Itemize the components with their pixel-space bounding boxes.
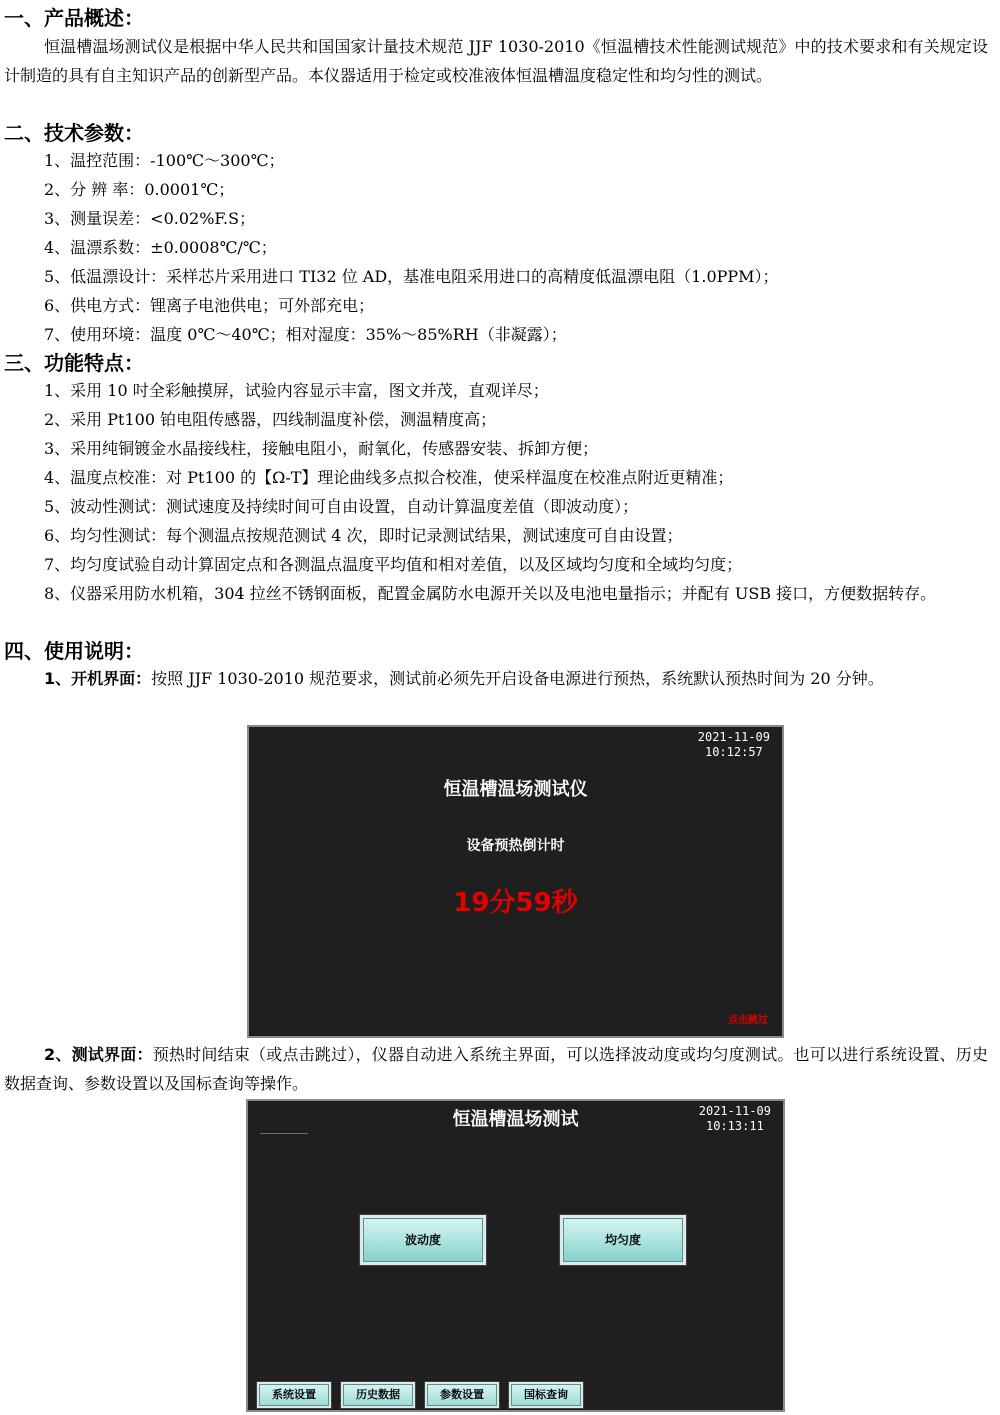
usage-paragraph-2 bbox=[4, 1040, 988, 1098]
date-text: 2021-11-09 bbox=[697, 730, 770, 744]
preheat-countdown: 19分59秒 bbox=[453, 888, 578, 918]
fluctuation-button[interactable]: 波动度 bbox=[360, 1215, 486, 1265]
section-2-heading: 二、技术参数： bbox=[4, 121, 144, 145]
feature-item-6: 6、均匀性测试：每个测温点按规范测试 4 次，即时记录测试结果，测试速度可自由设置； bbox=[44, 526, 683, 545]
main-test-screen bbox=[246, 1099, 785, 1412]
usage-text-2: 预热时间结束（或点击跳过），仪器自动进入系统主界面，可以选择波动度或均匀度测试。也可以进行系统设置、历史数据查询、参数设置以及国标查询等操作。 bbox=[4, 1045, 988, 1093]
usage-text-1: 按照 JJF 1030-2010 规范要求，测试前必须先开启设备电源进行预热，系统默认预热时间为 20 分钟。 bbox=[151, 669, 884, 688]
section-1-paragraph: 恒温槽温场测试仪是根据中华人民共和国国家计量技术规范 JJF 1030-2010《恒温槽技术性能测试规范》中的技术要求和有关规定设计制造的具有自主知识产品的创新型产品。本仪器适用于检定或校准液体恒温槽温度稳定性和均匀性的测试。 bbox=[4, 37, 988, 85]
section-4-heading: 四、使用说明： bbox=[4, 639, 144, 663]
spec-item-7: 7、使用环境：温度 0℃～40℃；相对湿度：35%～85%RH（非凝露）； bbox=[44, 325, 567, 344]
history-data-button[interactable]: 历史数据 bbox=[341, 1382, 415, 1408]
system-settings-button[interactable]: 系统设置 bbox=[257, 1382, 331, 1408]
screen-title: 恒温槽温场测试 bbox=[452, 1109, 579, 1130]
spec-item-5: 5、低温漂设计：采样芯片采用进口 TI32 位 AD，基准电阻采用进口的高精度低温漂电阻（1.0PPM）； bbox=[44, 267, 779, 286]
section-3-heading: 三、功能特点： bbox=[4, 351, 144, 375]
feature-item-5: 5、波动性测试：测试速度及持续时间可自由设置，自动计算温度差值（即波动度）； bbox=[44, 497, 639, 516]
spec-item-3: 3、测量误差：<0.02%F.S； bbox=[44, 209, 256, 228]
time-text: 10:12:57 bbox=[704, 745, 763, 759]
usage-label-1: 1、开机界面： bbox=[44, 669, 152, 688]
feature-item-4: 4、温度点校准：对 Pt100 的【Ω-T】理论曲线多点拟合校准，使采样温度在校准点附近更精准； bbox=[44, 468, 734, 487]
skip-button[interactable]: 点击跳过 bbox=[728, 1015, 768, 1026]
usage-paragraph-1 bbox=[4, 664, 988, 693]
preheat-label: 设备预热倒计时 bbox=[466, 838, 565, 854]
national-standard-query-button[interactable]: 国标查询 bbox=[509, 1382, 583, 1408]
section-1-heading: 一、产品概述： bbox=[4, 6, 144, 30]
feature-item-7: 7、均匀度试验自动计算固定点和各测温点温度平均值和相对差值，以及区域均匀度和全域均匀度； bbox=[44, 555, 743, 574]
time-text: 10:13:11 bbox=[705, 1119, 764, 1133]
feature-item-3: 3、采用纯铜镀金水晶接线柱，接触电阻小，耐氧化，传感器安装、拆卸方便； bbox=[44, 439, 599, 458]
spec-item-1: 1、温控范围：-100℃～300℃； bbox=[44, 151, 285, 170]
datetime-display bbox=[699, 1104, 771, 1134]
uniformity-button[interactable]: 均匀度 bbox=[560, 1215, 686, 1265]
divider bbox=[260, 1133, 308, 1134]
feature-item-8: 8、仪器采用防水机箱，304 拉丝不锈钢面板，配置金属防水电源开关以及电池电量指示；并配有 USB 接口，方便数据转存。 bbox=[44, 584, 937, 603]
spec-item-6: 6、供电方式：锂离子电池供电；可外部充电； bbox=[44, 296, 375, 315]
startup-screen bbox=[247, 725, 784, 1038]
parameter-settings-button[interactable]: 参数设置 bbox=[425, 1382, 499, 1408]
feature-item-2: 2、采用 Pt100 铂电阻传感器，四线制温度补偿，测温精度高； bbox=[44, 410, 497, 429]
screen-title: 恒温槽温场测试仪 bbox=[443, 779, 588, 800]
date-text: 2021-11-09 bbox=[698, 1104, 771, 1118]
datetime-display bbox=[698, 730, 770, 760]
spec-item-2: 2、分 辨 率：0.0001℃； bbox=[44, 180, 235, 199]
feature-item-1: 1、采用 10 吋全彩触摸屏，试验内容显示丰富，图文并茂，直观详尽； bbox=[44, 381, 549, 400]
usage-label-2: 2、测试界面： bbox=[44, 1045, 153, 1064]
spec-item-4: 4、温漂系数：±0.0008℃/℃； bbox=[44, 238, 277, 257]
